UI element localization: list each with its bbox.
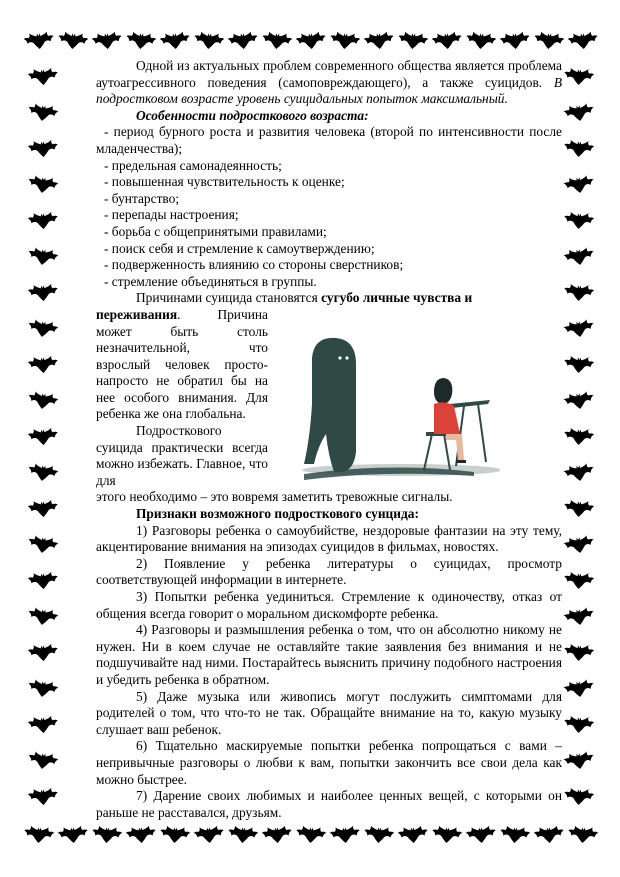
bat-icon [563,606,595,628]
bat-icon [261,30,293,51]
bat-icon [27,102,59,124]
bat-icon [57,825,88,846]
signs-list-item: 1) Разговоры ребенка о самоубийстве, нездоровые фантазии на эту тему, акцентирование внимания на эпизодах суицидов в фильмах, новостях. [96,522,562,555]
features-list-item: - стремление объединяться в группы. [104,273,317,289]
bat-icon [27,390,59,412]
bat-icon [465,825,496,846]
bat-icon [499,30,531,51]
bat-icon [27,678,59,700]
features-list-item: - подверженность влиянию со стороны сверстников; [104,257,404,273]
bat-icon [125,825,156,846]
bat-icon [563,246,595,268]
bat-icon [563,678,595,700]
bat-icon [23,825,54,846]
bat-icon [563,462,595,484]
prevention-paragraph [96,423,268,489]
signs-list [96,523,562,822]
bat-icon [563,283,594,303]
bat-icon [397,30,429,51]
bat-icon [533,825,564,846]
bat-icon [27,643,58,663]
signs-list-item: 6) Тщательно маскируемые попытки ребенка попрощаться с вами – непривычные разговоры о любви к вам, попытки закончить все свои дела как можно быстрее. [96,738,562,787]
bat-icon [563,787,594,807]
bat-icon [27,283,58,303]
bat-icon [563,139,594,159]
bat-icon [27,750,59,772]
features-heading: Особенности подросткового возраста: [136,107,369,123]
bat-icon [295,825,326,846]
bat-icon [563,571,594,591]
causes-rest: . Причина может быть столь незначительной, что взрослый человек просто-напросто не обратил бы на нее особого внимания. Для ребенка же она глобальна. [96,306,268,422]
bat-icon [27,534,59,556]
bat-icon [27,787,58,807]
bat-icon [563,390,595,412]
features-list-item: - перепады настроения; [104,207,239,223]
bat-icon [27,606,59,628]
signs-list-item: 4) Разговоры и размышления ребенка о том, что он абсолютно никому не нужен. Ни в коем случае не оставляйте такие заявления без внимания и не подшучивайте над ними. Постарайтесь выяснить причину подобного настроения и убедить ребенка в обратном. [96,622,562,687]
bat-icon [563,211,594,231]
bat-icon [567,30,599,51]
signs-list-item: 2) Появление у ребенка литературы о суицидах, просмотр соответствующей информации в интернете. [96,555,562,588]
bat-icon [227,825,258,846]
bat-icon [431,30,463,51]
bat-icon [563,427,594,447]
bat-icon [27,715,58,735]
bat-icon [261,825,292,846]
bat-icon [563,534,595,556]
prevention-text-b: этого необходимо – это вовремя заметить тревожные сигналы. [96,489,453,505]
bat-icon [227,30,259,51]
bat-icon [27,246,59,268]
causes-paragraph [96,307,268,423]
bat-icon [563,67,594,87]
features-list-item: - повышенная чувствительность к оценке; [104,174,345,190]
bat-icon [563,102,595,124]
bat-icon [397,825,428,846]
features-list-item: - предельная самонадеянность; [104,157,282,173]
bat-icon [563,355,594,375]
causes-wrap-block [96,307,268,490]
bat-icon [125,30,157,51]
bat-icon [567,825,598,846]
bat-icon [329,825,360,846]
causes-bold-b: переживания [96,306,178,322]
signs-list-item: 5) Даже музыка или живопись могут послужить симптомами для родителей о том, что что-то не так. Обращайте внимание на то, какую музыку слушает ваш ребенок. [96,688,562,737]
signs-list-item: 3) Попытки ребенка уединиться. Стремление к одиночеству, отказ от общения всегда говорит о моральном дискомфорте ребенка. [96,589,562,621]
bat-icon [563,750,595,772]
signs-heading: Признаки возможного подросткового суицида: [136,506,419,522]
causes-first-line [96,290,562,307]
prevention-text-a: Подросткового суицида практически всегда можно избежать. Главное, что для [96,423,268,488]
bat-icon [23,30,55,51]
bat-icon [27,355,58,375]
causes-lead: Причинами суицида становятся [136,290,318,306]
features-list-item: - поиск себя и стремление к самоутверждению; [104,240,375,256]
bat-icon [27,499,58,519]
features-list-item: - бунтарство; [104,190,180,206]
bat-icon [91,825,122,846]
features-list [96,124,562,290]
bat-icon [27,67,58,87]
bat-icon [563,318,595,340]
bat-icon [563,174,595,196]
causes-bold-a: сугубо личные чувства и [321,290,473,306]
bat-icon [159,825,190,846]
bat-icon [563,643,594,663]
bat-icon [193,825,224,846]
bat-icon [27,318,59,340]
bat-icon [193,30,225,51]
intro-emphasis: В подростковом возрасте уровень суицидальных попыток максимальный. [96,74,562,107]
bat-icon [27,211,58,231]
bat-icon [27,462,59,484]
bat-icon [27,174,59,196]
bat-icon [27,139,58,159]
signs-list-item: 7) Дарение своих любимых и наиболее ценных вещей, с которыми он раньше не расставался, друзьям. [96,788,562,820]
intro-text: Одной из актуальных проблем современного общества является проблема аутоагрессивного поведения (самоповреждающего), а также суицидов. [96,58,562,90]
bat-icon [563,715,594,735]
bat-icon [91,30,123,51]
bat-icon [295,30,327,51]
bat-icon [363,30,395,51]
bat-icon [27,427,58,447]
intro-paragraph [96,58,562,108]
bat-icon [499,825,530,846]
bat-icon [363,825,394,846]
bat-icon [431,825,462,846]
bat-icon [533,30,565,51]
bat-icon [465,30,497,51]
shadow-figure-and-girl-at-table-illustration [274,334,500,486]
bat-icon [159,30,191,51]
features-list-item: - борьба с общепринятыми правилами; [104,223,327,239]
bat-icon [57,30,89,51]
bat-icon [329,30,361,51]
bat-icon [563,499,594,519]
bat-icon [27,571,58,591]
features-list-item: - период бурного роста и развития человека (второй по интенсивности после младенчества); [96,124,562,156]
